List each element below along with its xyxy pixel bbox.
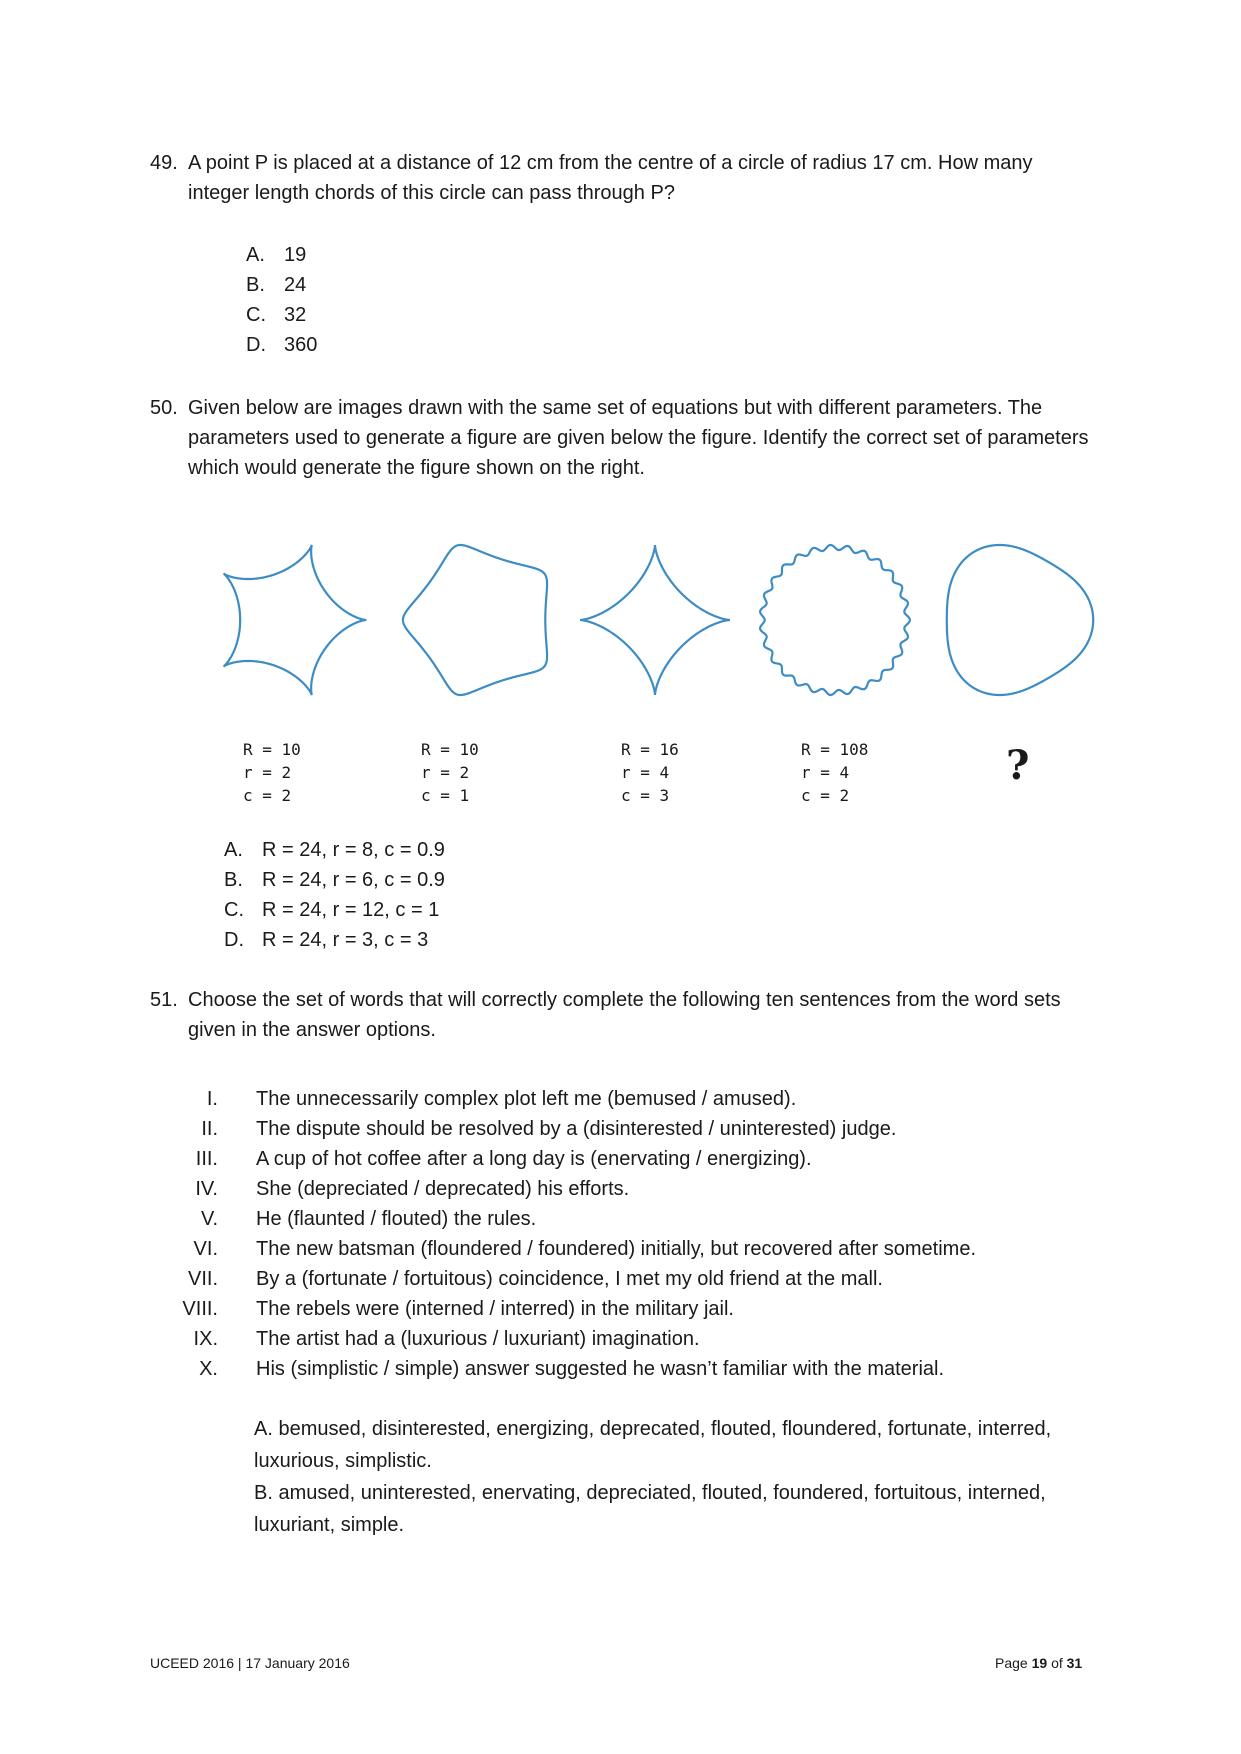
q49-options <box>246 240 317 360</box>
option-c[interactable]: C. R = 24, r = 12, c = 1 <box>224 899 440 921</box>
figure-5-curve-unknown <box>930 530 1110 710</box>
figure-2-params: R = 10 r = 2 c = 1 <box>421 740 479 805</box>
option-d[interactable]: D. 360 <box>246 334 318 356</box>
list-item: X. His (simplistic / simple) answer suggested he wasn’t familiar with the material. <box>199 1358 945 1380</box>
figure-3-curve <box>565 530 745 710</box>
question-51 <box>150 985 1090 1045</box>
option-b[interactable]: B. R = 24, r = 6, c = 0.9 <box>224 869 445 891</box>
list-item: VIII. The rebels were (interned / interred) in the military jail. <box>182 1298 734 1320</box>
question-text: Given below are images drawn with the same set of equations but with different parameters. The parameters used to generate a figure are given below the figure. Identify the correct set of parameters which would generate the figure shown on the right. <box>188 397 1089 479</box>
figure-1-params: R = 10 r = 2 c = 2 <box>243 740 301 805</box>
question-text: Choose the set of words that will correctly complete the following ten sentences from the word sets given in the answer options. <box>188 989 1061 1041</box>
footer-exam-info: UCEED 2016 | 17 January 2016 <box>150 1655 350 1671</box>
list-item: IV. She (depreciated / deprecated) his efforts. <box>195 1178 630 1200</box>
option-a[interactable]: A. R = 24, r = 8, c = 0.9 <box>224 839 445 861</box>
list-item: VII. By a (fortunate / fortuitous) coincidence, I met my old friend at the mall. <box>187 1268 883 1290</box>
option-b[interactable]: B. 24 <box>246 274 307 296</box>
question-number: 51. <box>150 989 178 1011</box>
question-number: 50. <box>150 397 178 419</box>
figure-3-params: R = 16 r = 4 c = 3 <box>621 740 679 805</box>
sentence-list <box>150 1084 976 1384</box>
q51-options <box>254 1413 1084 1541</box>
option-d[interactable]: D. R = 24, r = 3, c = 3 <box>224 929 429 951</box>
list-item: VI. The new batsman (floundered / foundered) initially, but recovered after sometime. <box>193 1238 976 1260</box>
question-text: A point P is placed at a distance of 12 cm from the centre of a circle of radius 17 cm. How many integer length chords of this circle can pass through P? <box>188 152 1033 204</box>
figure-1-curve <box>205 530 385 710</box>
list-item: V. He (flaunted / flouted) the rules. <box>200 1208 537 1230</box>
option-a[interactable]: A. 19 <box>246 244 307 266</box>
option-a[interactable]: A. bemused, disinterested, energizing, deprecated, flouted, floundered, fortunate, interred, luxurious, simplistic. <box>254 1418 1052 1472</box>
q50-options <box>224 835 445 955</box>
unknown-params-mark: ? <box>1006 742 1030 789</box>
list-item: I. The unnecessarily complex plot left me (bemused / amused). <box>206 1088 797 1110</box>
question-number: 49. <box>150 152 178 174</box>
figure-4-params: R = 108 r = 4 c = 2 <box>801 740 869 805</box>
question-49 <box>150 148 1090 208</box>
option-c[interactable]: C. 32 <box>246 304 307 326</box>
list-item: IX. The artist had a (luxurious / luxuriant) imagination. <box>193 1328 700 1350</box>
figure-4-curve <box>745 530 925 710</box>
option-b[interactable]: B. amused, uninterested, enervating, depreciated, flouted, foundered, fortuitous, interned, luxuriant, simple. <box>254 1482 1046 1536</box>
list-item: II. The dispute should be resolved by a (disinterested / uninterested) judge. <box>201 1118 897 1140</box>
footer-page-number: Page 19 of 31 <box>995 1655 1083 1671</box>
question-50 <box>150 393 1090 483</box>
figure-2-curve <box>385 530 565 710</box>
list-item: III. A cup of hot coffee after a long day is (enervating / energizing). <box>195 1148 812 1170</box>
